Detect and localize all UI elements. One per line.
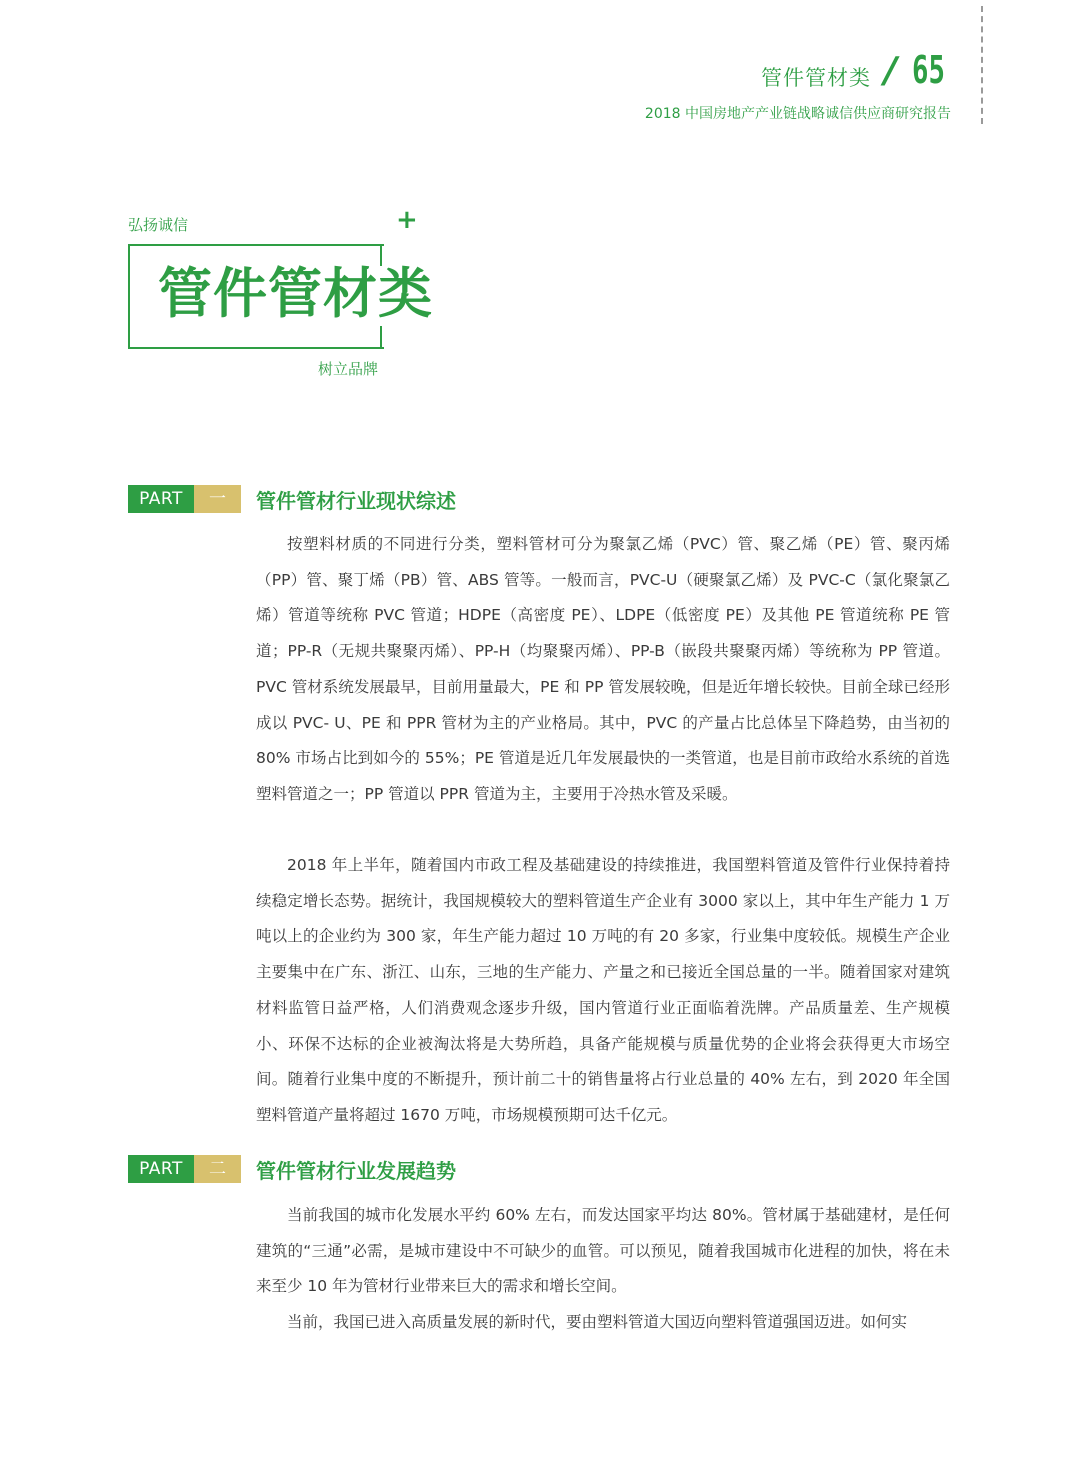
header-section-name: 管件管材类 <box>761 66 871 90</box>
part-number: 二 <box>194 1155 241 1183</box>
header-dashed-line <box>981 6 983 124</box>
plus-icon: + <box>396 205 418 235</box>
section-1-title: 管件管材行业现状综述 <box>256 489 456 513</box>
part-number: 一 <box>194 485 241 513</box>
section-1-part-badge <box>128 485 241 513</box>
section-2-paragraph-2: 当前，我国已进入高质量发展的新时代，要由塑料管道大国迈向塑料管道强国迈进。如何实 <box>287 1313 908 1331</box>
page-title: 管件管材类 <box>158 262 433 325</box>
part-label: PART <box>128 1155 194 1183</box>
report-title: 2018 中国房地产产业链战略诚信供应商研究报告 <box>644 106 951 122</box>
title-frame-right-bottom <box>380 326 382 347</box>
section-1-paragraph-1: 按塑料材质的不同进行分类，塑料管材可分为聚氯乙烯（PVC）管、聚乙烯（PE）管、聚丙烯（PP）管、聚丁烯（PB）管、ABS 管等。一般而言，PVC-U（硬聚氯乙烯）及 PVC-C（氯化聚氯乙烯）管道等统称 PVC 管道；HDPE（高密度 PE）、LDPE（低密度 PE）及其他 PE 管道统称 PE 管道；PP-R（无规共聚聚丙烯）、PP-H（均聚聚丙烯）、PP-B（嵌段共聚聚丙烯）等统称为 PP 管道。PVC 管材系统发展最早，目前用量最大，PE 和 PP 管发展较晚，但是近年增长较快。目前全球已经形成以 PVC- U、PE 和 PPR 管材为主的产业格局。其中，PVC 的产量占比总体呈下降趋势，由当初的 80% 市场占比到如今的 55%；PE 管道是近几年发展最快的一类管道，也是目前市政给水系统的首选塑料管道之一；PP 管道以 PPR 管道为主，主要用于冷热水管及采暖。 <box>256 535 950 803</box>
title-block-top-label: 弘扬诚信 <box>128 216 189 234</box>
part-label: PART <box>128 485 194 513</box>
section-2-part-badge <box>128 1155 241 1183</box>
title-block-bottom-label: 树立品牌 <box>318 360 379 378</box>
section-2-title: 管件管材行业发展趋势 <box>256 1159 456 1183</box>
section-2-paragraph-1: 当前我国的城市化发展水平约 60% 左右，而发达国家平均达 80%。管材属于基础建材，是任何建筑的“三通”必需，是城市建设中不可缺少的血管。可以预见，随着我国城市化进程的加快，将在未来至少 10 年为管材行业带来巨大的需求和增长空间。 <box>256 1206 950 1296</box>
section-1-paragraph-2: 2018 年上半年，随着国内市政工程及基础建设的持续推进，我国塑料管道及管件行业保持着持续稳定增长态势。据统计，我国规模较大的塑料管道生产企业有 3000 家以上，其中年生产能力 1 万吨以上的企业约为 300 家，年生产能力超过 10 万吨的有 20 多家，行业集中度较低。规模生产企业主要集中在广东、浙江、山东，三地的生产能力、产量之和已接近全国总量的一半。随着国家对建筑材料监管日益严格，人们消费观念逐步升级，国内管道行业正面临着洗牌。产品质量差、生产规模小、环保不达标的企业被淘汰将是大势所趋，具备产能规模与质量优势的企业将会获得更大市场空间。随着行业集中度的不断提升，预计前二十的销售量将占行业总量的 40% 左右，到 2020 年全国塑料管道产量将超过 1670 万吨，市场规模预期可达千亿元。 <box>256 856 950 1124</box>
header-slash: / <box>884 50 898 91</box>
page-number: 65 <box>912 48 945 92</box>
